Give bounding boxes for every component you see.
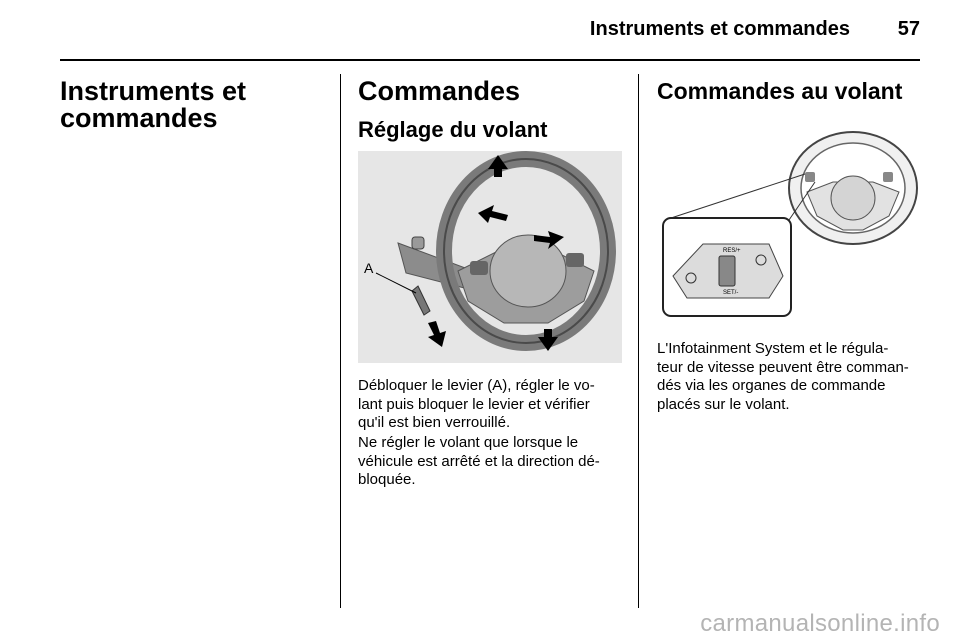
lever-arrow — [428, 321, 446, 347]
text-line: véhicule est arrêté et la direction dé- — [358, 452, 600, 470]
lever-leader-line — [376, 273, 416, 293]
paragraph-adjust-instructions — [358, 377, 628, 433]
set-minus-label: SET/- — [723, 290, 739, 296]
right-control-pad — [566, 253, 584, 267]
text-line: bloquée. — [358, 471, 416, 488]
text-line: qu'il est bien verrouillé. — [358, 414, 511, 431]
chapter-title-line1: Instruments et — [60, 76, 247, 106]
steering-wheel-adjustment-figure — [358, 151, 622, 363]
left-control-pad — [470, 261, 488, 275]
wheel-hub — [831, 176, 875, 220]
text-line: Ne régler le volant que lorsque le — [358, 434, 579, 451]
back-arrow — [478, 205, 508, 223]
text-line: dés via les organes de commande — [657, 377, 886, 394]
paragraph-steering-wheel-controls — [657, 340, 932, 414]
left-button-cluster — [805, 172, 815, 182]
text-line: placés sur le volant. — [657, 395, 790, 413]
column-divider-1 — [340, 74, 341, 608]
callout-line-top — [665, 174, 805, 220]
section-title: Commandes — [358, 76, 521, 106]
airbag-hub — [490, 235, 566, 307]
text-line: L'Infotainment System et le régula- — [657, 340, 889, 357]
steering-wheel-controls-illustration — [657, 126, 921, 326]
stalk-knob — [412, 237, 424, 249]
column-divider-2 — [638, 74, 639, 608]
chapter-title-line2: commandes — [60, 103, 218, 133]
text-line: lant puis bloquer le levier et vérifier — [358, 395, 590, 413]
steering-wheel-controls-figure — [657, 126, 921, 326]
text-line: Débloquer le levier (A), régler le vo- — [358, 377, 595, 394]
page-number: 57 — [897, 18, 920, 40]
release-lever — [412, 286, 430, 315]
text-line: teur de vitesse peuvent être comman- — [657, 358, 909, 376]
chapter-title — [60, 78, 330, 132]
lever-label: A — [364, 260, 374, 276]
thumbwheel — [719, 256, 735, 286]
subsection-title: Réglage du volant — [358, 117, 548, 142]
right-button-cluster — [883, 172, 893, 182]
paragraph-adjust-warning — [358, 434, 628, 490]
watermark: carmanualsonline.info — [700, 610, 940, 637]
steering-wheel-adjustment-illustration — [358, 151, 622, 363]
steering-wheel-controls-title: Commandes au volant — [657, 78, 903, 104]
res-plus-label: RES/+ — [723, 248, 741, 254]
running-header-title: Instruments et commandes — [589, 18, 850, 40]
header-divider — [60, 59, 920, 61]
